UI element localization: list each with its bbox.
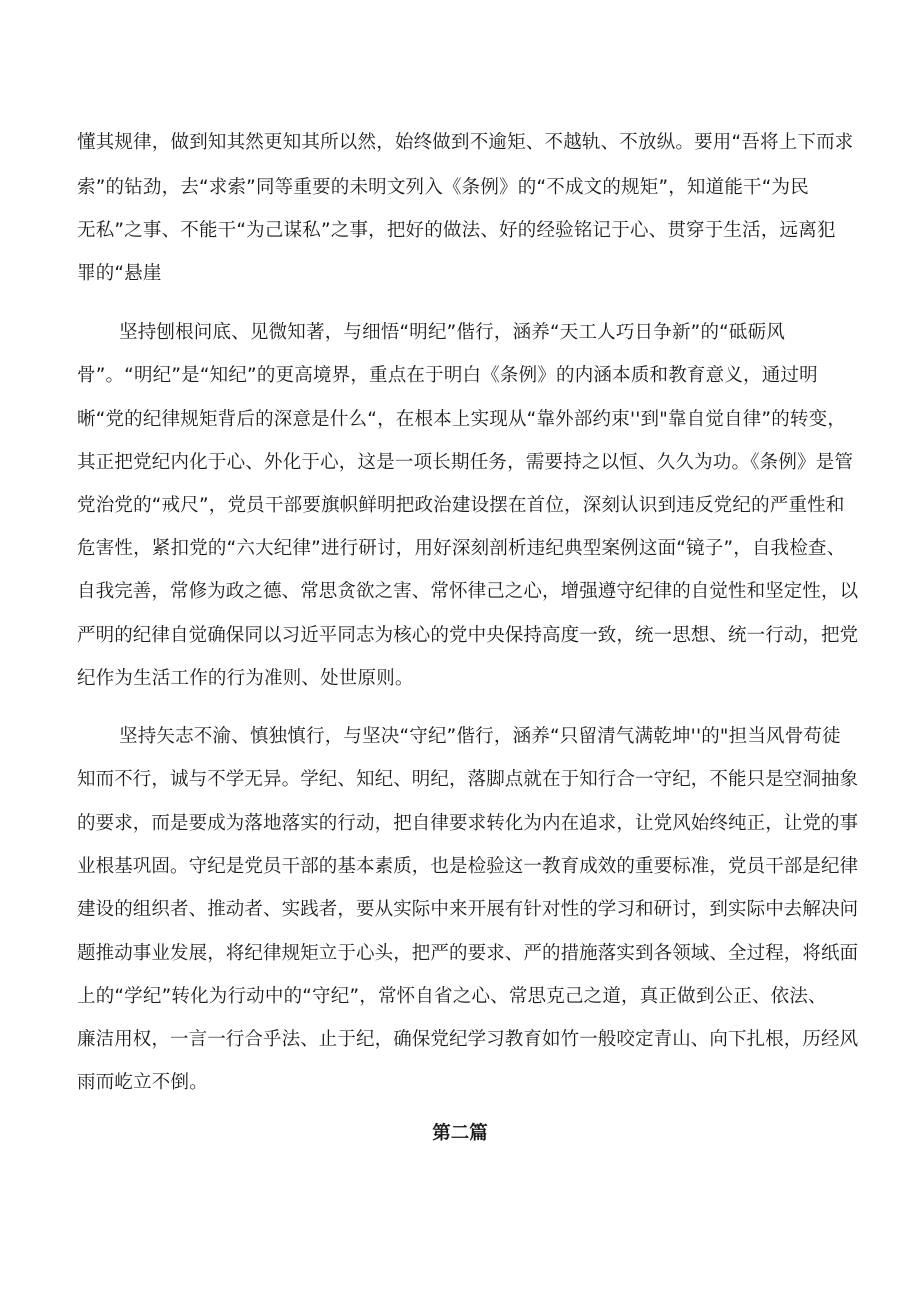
paragraph-line: 建设的组织者、推动者、实践者，要从实际中来开展有针对性的学习和研讨，到实际中去解决问 <box>77 899 859 920</box>
paragraph-line: 晰“党的纪律规矩背后的深意是什么“，在根本上实现从“靠外部约束''到"靠自觉自律”的转变， <box>77 409 847 430</box>
paragraph-line: 纪作为生活工作的行为准则、处世原则。 <box>77 668 414 689</box>
paragraph-line: 坚持刨根问底、见微知著，与细悟“明纪”偕行，涵养“天工人巧日争新”的“砥砺风 <box>119 322 786 343</box>
paragraph-line: 雨而屹立不倒。 <box>77 1072 208 1093</box>
paragraph-line: 自我完善，常修为政之德、常思贪欲之害、常怀律己之心，增强遵守纪律的自觉性和坚定性，以 <box>77 581 859 602</box>
paragraph-line: 懂其规律，做到知其然更知其所以然，始终做到不逾矩、不越轨、不放纵。要用“吾将上下而求 <box>77 132 854 153</box>
paragraph-line: 索”的钻劲，去“求索”同等重要的未明文列入《条例》的“不成文的规矩”，知道能干“为民 <box>77 177 809 198</box>
paragraph-line: 知而不行，诚与不学无异。学纪、知纪、明纪，落脚点就在于知行合一守纪，不能只是空洞抽象 <box>77 769 859 790</box>
paragraph-line: 罪的“悬崖 <box>77 263 162 284</box>
paragraph-line: 坚持矢志不渝、慎独慎行，与坚决“守纪”偕行，涵养“只留清气满乾坤''的"担当风骨苟徒 <box>119 726 841 747</box>
paragraph-line: 无私”之事、不能干“为己谋私”之事，把好的做法、好的经验铭记于心、贯穿于生活，远离犯 <box>77 220 836 241</box>
paragraph-line: 骨”。“明纪”是“知纪”的更高境界，重点在于明白《条例》的内涵本质和教育意义，通过明 <box>77 365 818 386</box>
paragraph-line: 党治党的“戒尺”，党员干部要旗帜鲜明把政治建设摆在首位，深刻认识到违反党纪的严重性和 <box>77 495 845 516</box>
paragraph-line: 的要求，而是要成为落地落实的行动，把自律要求转化为内在追求，让党风始终纯正，让党的事 <box>77 813 859 834</box>
section-heading: 第二篇 <box>432 1123 488 1144</box>
paragraph-line: 廉洁用权，一言一行合乎法、止于纪，确保党纪学习教育如竹一般咬定青山、向下扎根，历经风 <box>77 1029 859 1050</box>
paragraph-line: 题推动事业发展，将纪律规矩立于心头，把严的要求、严的措施落实到各领域、全过程，将纸面 <box>77 943 859 964</box>
paragraph-line: 严明的纪律自觉确保同以习近平同志为核心的党中央保持高度一致，统一思想、统一行动，把党 <box>77 625 859 646</box>
paragraph-line: 上的“学纪”转化为行动中的“守纪”，常怀自省之心、常思克己之道，真正做到公正、依法、 <box>77 986 827 1007</box>
paragraph-line: 危害性，紧扣党的“六大纪律”进行研讨，用好深刻剖析违纪典型案例这面“镜子”，自我检查、 <box>77 538 846 559</box>
paragraph-line: 业根基巩固。守纪是党员干部的基本素质，也是检验这一教育成效的重要标准，党员干部是纪律 <box>77 856 859 877</box>
paragraph-line: 其正把党纪内化于心、外化于心，这是一项长期任务，需要持之以恒、久久为功。《条例》是管 <box>77 452 854 473</box>
